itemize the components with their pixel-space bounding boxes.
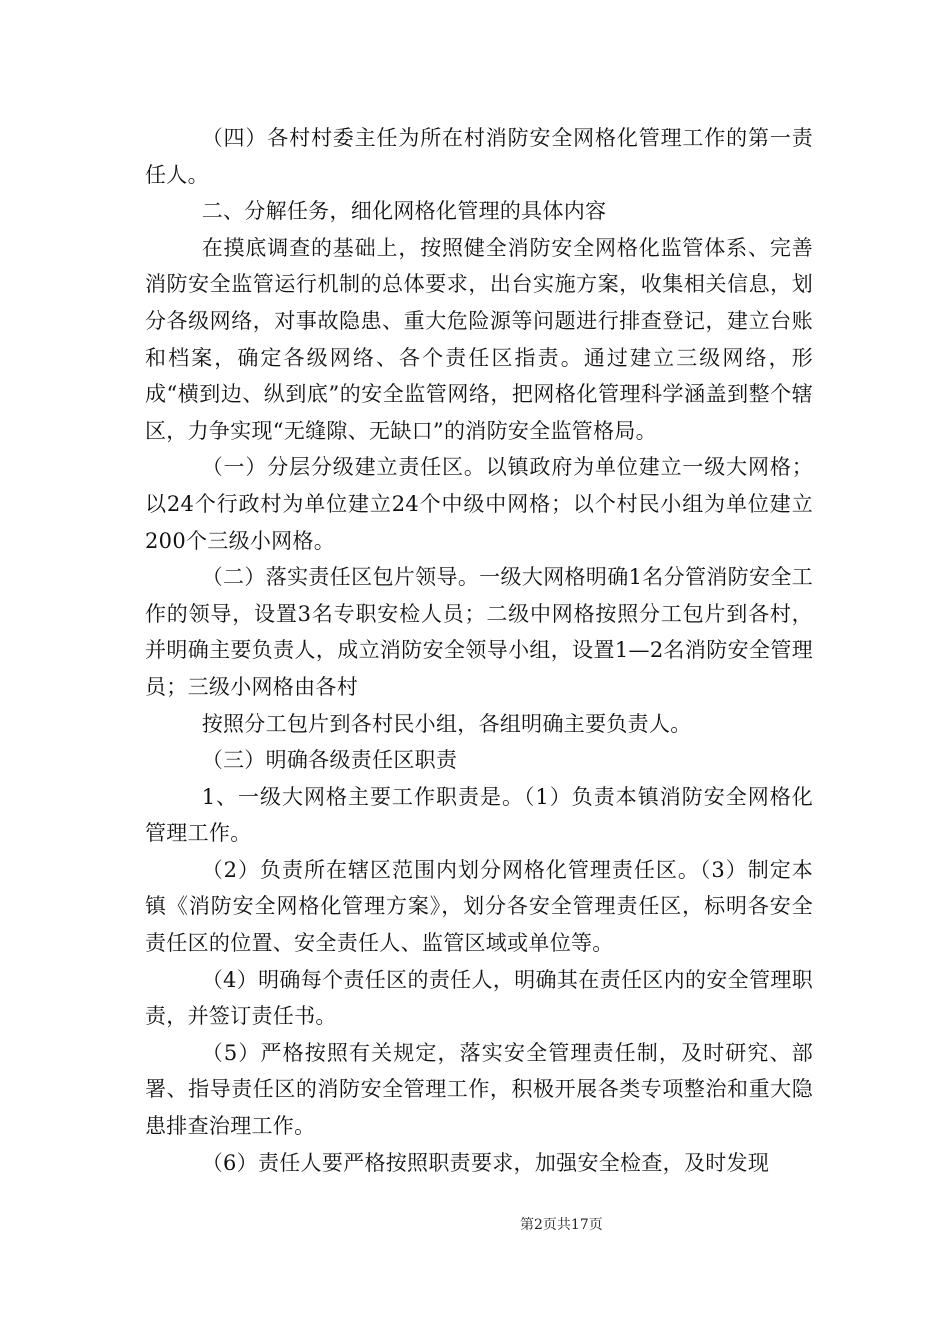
paragraph-duty-2-3: （2）负责所在辖区范围内划分网格化管理责任区。（3）制定本镇《消防安全网格化管理方案》，划分各安全管理责任区，标明各安全责任区的位置、安全责任人、监管区域或单位等。	[145, 857, 813, 956]
page-footer	[0, 1216, 950, 1234]
section-heading-two: 二、分解任务，细化网格化管理的具体内容	[201, 199, 607, 224]
paragraph-survey-basis: 在摸底调查的基础上，按照健全消防安全网格化监管体系、完善消防安全监管运行机制的总体要求，出台实施方案，收集相关信息，划分各级网络，对事故隐患、重大危险源等问题进行排查登记，建立台账和档案，确定各级网络、各个责任区指责。通过建立三级网络，形成“横到边、纵到底”的安全监管网络，把网格化管理科学涵盖到整个辖区，力争实现“无缝隙、无缺口”的消防安全监管格局。	[145, 235, 813, 443]
paragraph-village-groups: 按照分工包片到各村民小组，各组明确主要负责人。	[201, 711, 692, 736]
paragraph-village-director: （四）各村村委主任为所在村消防安全网格化管理工作的第一责任人。	[145, 126, 813, 187]
page-number: 第2页共17页	[520, 1217, 603, 1233]
paragraph-duty-6: （6）责任人要严格按照职责要求，加强安全检查，及时发现	[201, 1150, 770, 1175]
paragraph-duty-4: （4）明确每个责任区的责任人，明确其在责任区内的安全管理职责，并签订责任书。	[145, 967, 813, 1029]
paragraph-duty-5: （5）严格按照有关规定，落实安全管理责任制，及时研究、部署、指导责任区的消防安全管理工作，积极开展各类专项整治和重大隐患排查治理工作。	[145, 1040, 813, 1139]
paragraph-first-level-duties: 1、一级大网格主要工作职责是。（1）负责本镇消防安全网格化管理工作。	[145, 784, 813, 846]
paragraph-area-leaders: （二）落实责任区包片领导。一级大网格明确1名分管消防安全工作的领导，设置3名专职安检人员；二级中网格按照分工包片到各村，并明确主要负责人，成立消防安全领导小组，设置1—2名消防安全管理员；三级小网格由各村	[145, 565, 813, 699]
document-body	[145, 120, 813, 1181]
paragraph-layered-grid: （一）分层分级建立责任区。以镇政府为单位建立一级大网格；以24个行政村为单位建立24个中级中网格；以个村民小组为单位建立200个三级小网格。	[145, 455, 813, 553]
subheading-duties: （三）明确各级责任区职责	[201, 748, 458, 773]
